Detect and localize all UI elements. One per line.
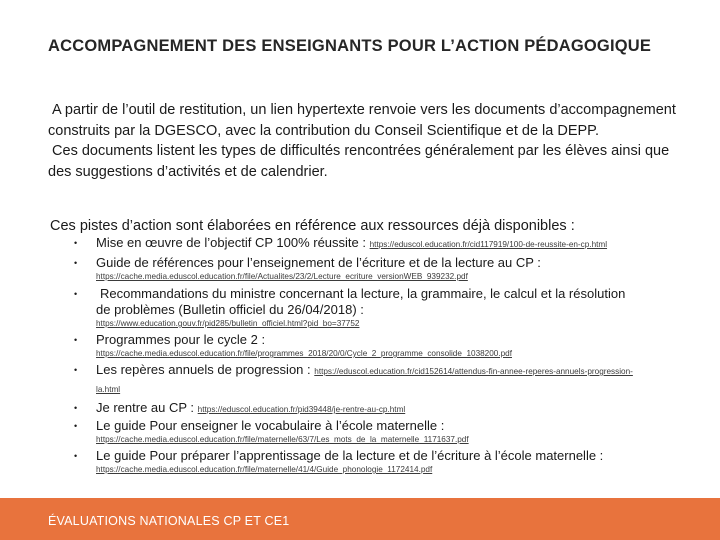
resource-link[interactable]: https://cache.media.eduscol.education.fr/file/maternelle/41/4/Guide_phonologie_1172414.pdf (96, 465, 433, 474)
bullet-icon: • (74, 335, 78, 345)
item-label: Recommandations du ministre concernant la lecture, la grammaire, le calcul et la résolution de problèmes (Bulletin officiel du 26/04/2018) : (96, 286, 626, 317)
page-title: ACCOMPAGNEMENT DES ENSEIGNANTS POUR L’ACTION PÉDAGOGIQUE (48, 37, 652, 55)
item-label: Le guide Pour préparer l’apprentissage de la lecture et de l’écriture à l’école maternelle : (96, 448, 604, 463)
list-item (74, 448, 634, 476)
resource-list (74, 235, 634, 476)
bullet-icon: • (74, 365, 78, 375)
list-item (74, 332, 634, 360)
list-item (74, 235, 634, 253)
list-item (74, 255, 634, 283)
list-item (74, 286, 634, 330)
footer-title: ÉVALUATIONS NATIONALES CP ET CE1 (48, 514, 290, 528)
item-label: Je rentre au CP : (96, 400, 195, 415)
bullet-icon: • (74, 403, 78, 413)
item-label: Le guide Pour enseigner le vocabulaire à l’école maternelle : (96, 418, 445, 433)
intro-paragraph-1-text: A partir de l’outil de restitution, un lien hypertexte renvoie vers les documents d’accompagnement construits par la DGESCO, avec la contribution du Conseil Scientifique et de la DEPP. (48, 102, 676, 139)
resources-lead: Ces pistes d’action sont élaborées en référence aux ressources déjà disponibles : (50, 218, 575, 234)
resource-link[interactable]: https://eduscol.education.fr/cid152614/attendus-fin-annee-reperes-annuels-progression-la.html (96, 367, 633, 394)
list-item (74, 400, 634, 418)
item-label: Programmes pour le cycle 2 : (96, 332, 266, 347)
list-item (74, 362, 634, 398)
resource-link[interactable]: https://eduscol.education.fr/cid117919/100-de-reussite-en-cp.html (369, 240, 608, 249)
intro-text (48, 100, 688, 182)
intro-paragraph-2-text: Ces documents listent les types de difficultés rencontrées généralement par les élèves ainsi que des suggestions d’activités et de calendrier. (48, 143, 670, 180)
item-label: Les repères annuels de progression : (96, 362, 311, 377)
bullet-icon: • (74, 258, 78, 268)
resource-link[interactable]: https://cache.media.eduscol.education.fr/file/maternelle/63/7/Les_mots_de_la_maternelle_1171637.pdf (96, 435, 469, 444)
intro-paragraph-1 (48, 100, 688, 141)
resource-link[interactable]: https://cache.media.eduscol.education.fr/file/programmes_2018/20/0/Cycle_2_programme_consolide_1038200.pdf (96, 349, 512, 358)
item-label: Mise en œuvre de l’objectif CP 100% réussite : (96, 235, 366, 250)
resource-link[interactable]: https://eduscol.education.fr/pid39448/je-rentre-au-cp.html (197, 405, 406, 414)
list-item (74, 418, 634, 446)
bullet-icon: • (74, 289, 78, 299)
bullet-icon: • (74, 421, 78, 431)
resource-link[interactable]: https://www.education.gouv.fr/pid285/bulletin_officiel.html?pid_bo=37752 (96, 319, 360, 328)
intro-paragraph-2 (48, 141, 688, 182)
bullet-icon: • (74, 451, 78, 461)
item-label: Guide de références pour l’enseignement de l’écriture et de la lecture au CP : (96, 255, 541, 270)
footer-band (0, 498, 720, 540)
resource-link[interactable]: https://cache.media.eduscol.education.fr/file/Actualites/23/2/Lecture_ecriture_versionWEB_939232.pdf (96, 272, 468, 281)
bullet-icon: • (74, 238, 78, 248)
